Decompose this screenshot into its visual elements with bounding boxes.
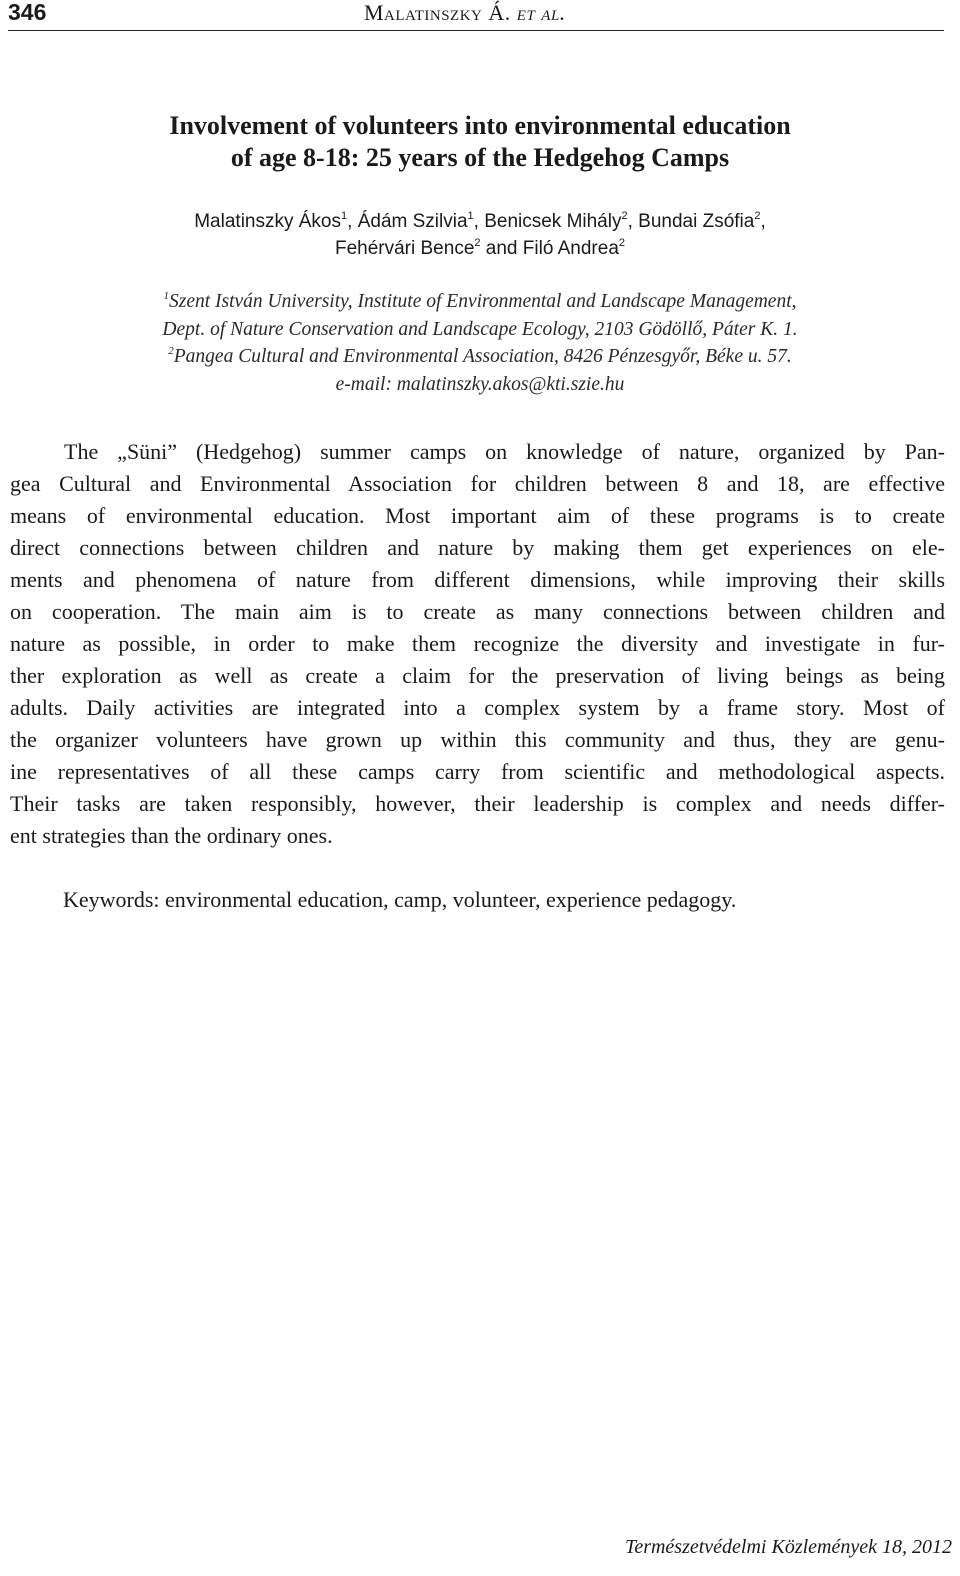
abstract-line: on cooperation. The main aim is to create as many connections between children and xyxy=(10,599,945,624)
abstract-line: gea Cultural and Environmental Association for children between 8 and 18, are effective xyxy=(10,471,945,496)
abstract-line: adults. Daily activities are integrated into a complex system by a frame story. Most of xyxy=(10,695,945,720)
abstract-line: ments and phenomena of nature from different dimensions, while improving their skills xyxy=(10,567,945,592)
affiliation-marker: 2 xyxy=(474,236,481,249)
affiliation-line-1 xyxy=(0,288,960,316)
paper-title xyxy=(0,110,960,174)
author-name: , Benicsek Mihály xyxy=(473,211,622,232)
abstract-line: nature as possible, in order to make them recognize the diversity and investigate in fur- xyxy=(10,631,945,656)
running-author-etal: et al. xyxy=(516,0,566,25)
abstract-line: Their tasks are taken responsibly, however, their leadership is complex and needs differ- xyxy=(10,791,945,816)
author-name: , Bundai Zsófia xyxy=(627,211,755,232)
author-name: and Filó Andrea xyxy=(480,238,619,259)
running-author xyxy=(364,1,566,25)
keywords: Keywords: environmental education, camp, volunteer, experience pedagogy. xyxy=(63,887,737,912)
abstract-line: ther exploration as well as create a claim for the preservation of living beings as being xyxy=(10,663,945,688)
contact-email: e-mail: malatinszky.akos@kti.szie.hu xyxy=(335,373,625,395)
page-number: 346 xyxy=(8,0,47,25)
running-head xyxy=(8,0,944,31)
abstract-line: The „Süni” (Hedgehog) summer camps on knowledge of nature, organized by Pan- xyxy=(64,439,945,464)
affiliation-marker: 2 xyxy=(618,236,626,249)
affiliation-marker: 2 xyxy=(168,344,174,357)
affiliation-line-3 xyxy=(0,343,960,371)
running-author-name: Malatinszky Á. xyxy=(364,0,511,25)
affiliation-text: Szent István University, Institute of Environmental and Landscape Management, xyxy=(168,291,797,312)
title-line-1: Involvement of volunteers into environmental education xyxy=(169,111,791,140)
abstract-line: means of environmental education. Most important aim of these programs is to create xyxy=(10,503,945,528)
affiliation-marker: 2 xyxy=(754,209,761,222)
author-name: Malatinszky Ákos xyxy=(194,211,342,232)
author-separator: , xyxy=(760,211,766,232)
affiliation-marker: 1 xyxy=(163,289,169,302)
journal-footer: Természetvédelmi Közlemények 18, 2012 xyxy=(625,1536,952,1558)
abstract-line: ent strategies than the ordinary ones. xyxy=(10,823,333,848)
affiliation-marker: 1 xyxy=(341,209,348,222)
author-line-1 xyxy=(0,208,960,235)
affiliation-marker: 1 xyxy=(467,209,474,222)
abstract-line: direct connections between children and nature by making them get experiences on ele- xyxy=(10,535,945,560)
author-name: Fehérvári Bence xyxy=(334,238,475,259)
author-name: , Ádám Szilvia xyxy=(347,211,468,232)
affiliation-marker: 2 xyxy=(621,209,628,222)
affiliation-text: Pangea Cultural and Environmental Association, 8426 Pénzesgyőr, Béke u. 57. xyxy=(173,346,792,367)
abstract-line: ine representatives of all these camps carry from scientific and methodological aspects. xyxy=(10,759,945,784)
author-line-2 xyxy=(0,235,960,262)
affiliation-line-2: Dept. of Nature Conservation and Landscape Ecology, 2103 Gödöllő, Páter K. 1. xyxy=(162,318,798,340)
author-list xyxy=(0,208,960,262)
title-line-2: of age 8-18: 25 years of the Hedgehog Camps xyxy=(230,143,730,172)
abstract xyxy=(10,436,945,852)
affiliations xyxy=(0,288,960,398)
abstract-line: the organizer volunteers have grown up within this community and thus, they are genu- xyxy=(10,727,945,752)
